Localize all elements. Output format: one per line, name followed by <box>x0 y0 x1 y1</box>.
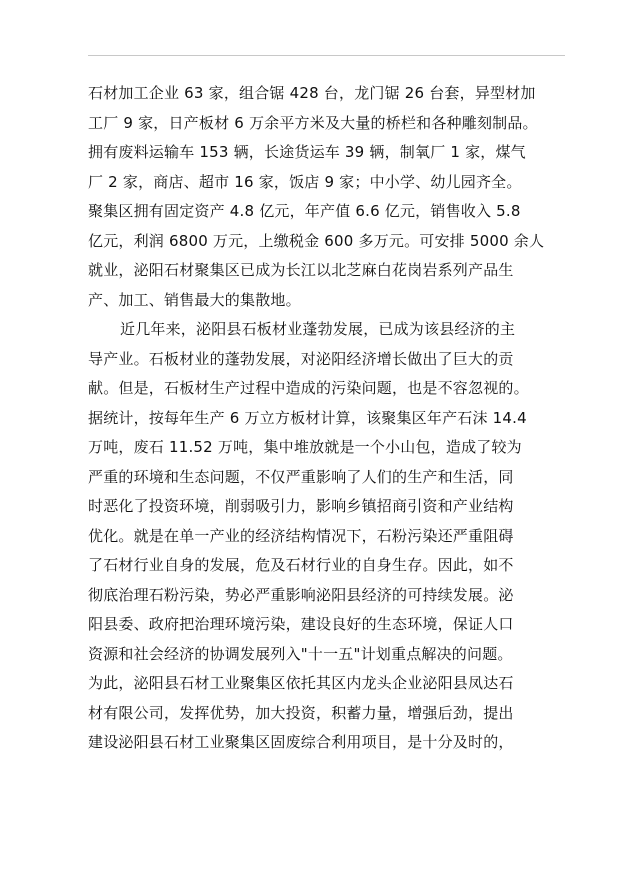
text-line: 阳县委、政府把治理环境污染，建设良好的生态环境，保证人口 <box>88 615 514 633</box>
text-line: 聚集区拥有固定资产 4.8 亿元，年产值 6.6 亿元，销售收入 5.8 <box>88 202 521 220</box>
text-line: 万吨，废石 11.52 万吨，集中堆放就是一个小山包，造成了较为 <box>88 438 522 456</box>
text-line: 厂 2 家，商店、超市 16 家，饭店 9 家；中小学、幼儿园齐全。 <box>88 172 522 191</box>
body-text <box>88 79 568 758</box>
text-line: 导产业。石板材业的蓬勃发展，对泌阳经济增长做出了巨大的贡 <box>88 349 514 368</box>
text-line: 优化。就是在单一产业的经济结构情况下，石粉污染还严重阻碍 <box>88 526 514 545</box>
text-line: 为此，泌阳县石材工业聚集区依托其区内龙头企业泌阳县凤达石 <box>88 674 514 692</box>
text-line: 材有限公司，发挥优势，加大投资，积蓄力量，增强后劲，提出 <box>88 703 514 722</box>
text-line: 时恶化了投资环境，削弱吸引力，影响乡镇招商引资和产业结构 <box>88 497 514 515</box>
text-line: 工厂 9 家，日产板材 6 万余平方米及大量的桥栏和各种雕刻制品。 <box>88 113 538 132</box>
text-line: 严重的环境和生态问题，不仅严重影响了人们的生产和生活，同 <box>88 467 514 486</box>
text-line: 资源和社会经济的协调发展列入"十一五"计划重点解决的问题。 <box>88 644 513 663</box>
header-rule <box>88 55 565 56</box>
paragraph-first-line: 近几年来，泌阳县石板材业蓬勃发展，已成为该县经济的主 <box>120 320 516 338</box>
text-line: 亿元，利润 6800 万元，上缴税金 600 多万元。可安排 5000 余人 <box>88 231 545 250</box>
text-line: 就业，泌阳石材聚集区已成为长江以北芝麻白花岗岩系列产品生 <box>88 261 514 279</box>
text-line: 据统计，按每年生产 6 万立方板材计算，该聚集区年产石沫 14.4 <box>88 408 527 427</box>
text-line: 石材加工企业 63 家，组合锯 428 台，龙门锯 26 台套，异型材加 <box>88 84 536 102</box>
text-line: 了石材行业自身的发展，危及石材行业的自身生存。因此，如不 <box>88 556 514 574</box>
text-line: 拥有废料运输车 153 辆，长途货运车 39 辆，制氧厂 1 家，煤气 <box>88 143 526 161</box>
text-line: 建设泌阳县石材工业聚集区固废综合利用项目，是十分及时的， <box>88 733 514 751</box>
text-line: 献。但是，石板材生产过程中造成的污染问题，也是不容忽视的。 <box>88 379 529 397</box>
text-line: 产、加工、销售最大的集散地。 <box>88 290 301 309</box>
text-line: 彻底治理石粉污染，势必严重影响泌阳县经济的可持续发展。泌 <box>88 585 514 604</box>
